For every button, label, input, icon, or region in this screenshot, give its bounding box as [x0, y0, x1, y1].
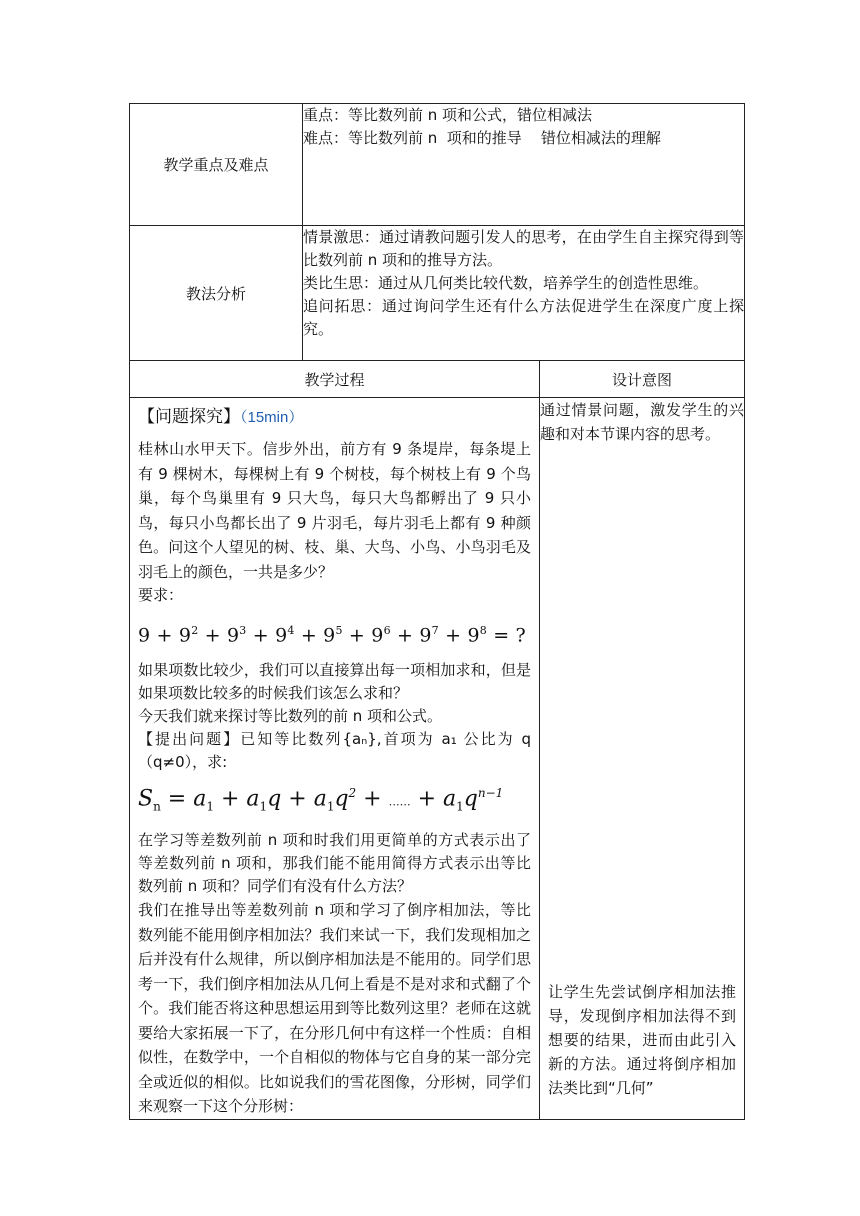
paragraph-d: 我们在推导出等差数列前 n 项和学习了倒序相加法，等比数列能不能用倒序相加法？我们来试一下，我们发现相加之后并没有什么规律，所以倒序相加法是不能用的。同学们思考一下，我们倒序相加法从几何上看是不是对求和式翻了个个。我们能否将这种思想运用到等比数列这里？老师在这就要给大家拓展一下了，在分形几何中有这样一个性质：自相似性，在数学中，一个自相似的物体与它自身的某一部分完全或近似的相似。比如说我们的雪花图像，分形树，同学们来观察一下这个分形树：	[138, 901, 531, 1116]
header-design-intent: 设计意图	[540, 361, 745, 398]
teaching-method-content	[303, 226, 745, 361]
process-cell	[130, 398, 540, 1120]
difficult-point-line: 难点：等比数列前 n 项和的推导 错位相减法的理解	[303, 129, 661, 147]
lesson-plan-table	[129, 103, 745, 1120]
key-point-line: 重点：等比数列前 n 项和公式，错位相减法	[303, 106, 593, 124]
paragraph-a: 如果项数比较少，我们可以直接算出每一项相加求和，但是如果项数比较多的时候我们该怎么求和？	[138, 661, 531, 703]
row-key-points	[130, 104, 745, 226]
section-heading	[138, 406, 531, 429]
inquiry-time: （15min）	[240, 409, 304, 426]
pose-question	[138, 728, 531, 774]
header-teaching-process: 教学过程	[130, 361, 540, 398]
paragraph-c: 在学习等差数列前 n 项和时我们用更简单的方式表示出了等差数列前 n 项和，那我们能不能用简得方式表示出等比数列前 n 项和？同学们有没有什么方法？	[138, 831, 531, 896]
method-para-2: 类比生思：通过从几何类比较代数，培养学生的创造性思维。	[303, 274, 709, 292]
sn-formula: $S_n = a_1 + a_1q + a_1q^2$ + …… + $a_1q^{n-1}$	[138, 786, 504, 815]
pose-heading: 【提出问题】	[138, 730, 241, 749]
pose-text: 已知等比数列{aₙ},首项为 a₁ 公比为 q（q≠0），求:	[138, 730, 531, 772]
key-points-label: 教学重点及难点	[130, 104, 303, 226]
row-body	[130, 398, 745, 1120]
inquiry-heading: 【问题探究】	[138, 407, 240, 427]
sum-formula: $9 + 9^2 + 9^3 + 9^4 + 9^5 + 9^6 + 9^7 + 9^8$ = ?	[138, 624, 526, 647]
row-header	[130, 361, 745, 398]
sum-formula-end: = ?	[486, 624, 526, 647]
intent-cell	[540, 398, 745, 1120]
intent-text-1: 通过情景问题，激发学生的兴趣和对本节课内容的思考。	[540, 401, 745, 443]
intent-text-2: 让学生先尝试倒序相加法推导，发现倒序相加法得不到想要的结果，进而由此引入新的方法。通过将倒序相加法类比到“几何”	[548, 983, 737, 1097]
row-teaching-method	[130, 226, 745, 361]
require-label: 要求：	[138, 586, 184, 604]
method-para-3: 追问拓思：通过询问学生还有什么方法促进学生在深度广度上探究。	[303, 297, 745, 338]
paragraph-b: 今天我们就来探讨等比数列的前 n 项和公式。	[138, 707, 443, 726]
teaching-method-label: 教法分析	[130, 226, 303, 361]
story-paragraph: 桂林山水甲天下。信步外出，前方有 9 条堤岸，每条堤上有 9 棵树木，每棵树上有 9 个树枝，每个树枝上有 9 个鸟巢，每个鸟巢里有 9 只大鸟，每只大鸟都孵出了 9 只小鸟，每只小鸟都长出了 9 片羽毛，每片羽毛上都有 9 种颜色。问这个人望见的树、枝、巢、大鸟、小鸟、小鸟羽毛及羽毛上的颜色，一共是多少？	[138, 440, 531, 581]
key-points-content	[303, 104, 745, 226]
method-para-1: 情景激思：通过请教问题引发人的思考，在由学生自主探究得到等比数列前 n 项和的推导方法。	[303, 228, 745, 269]
